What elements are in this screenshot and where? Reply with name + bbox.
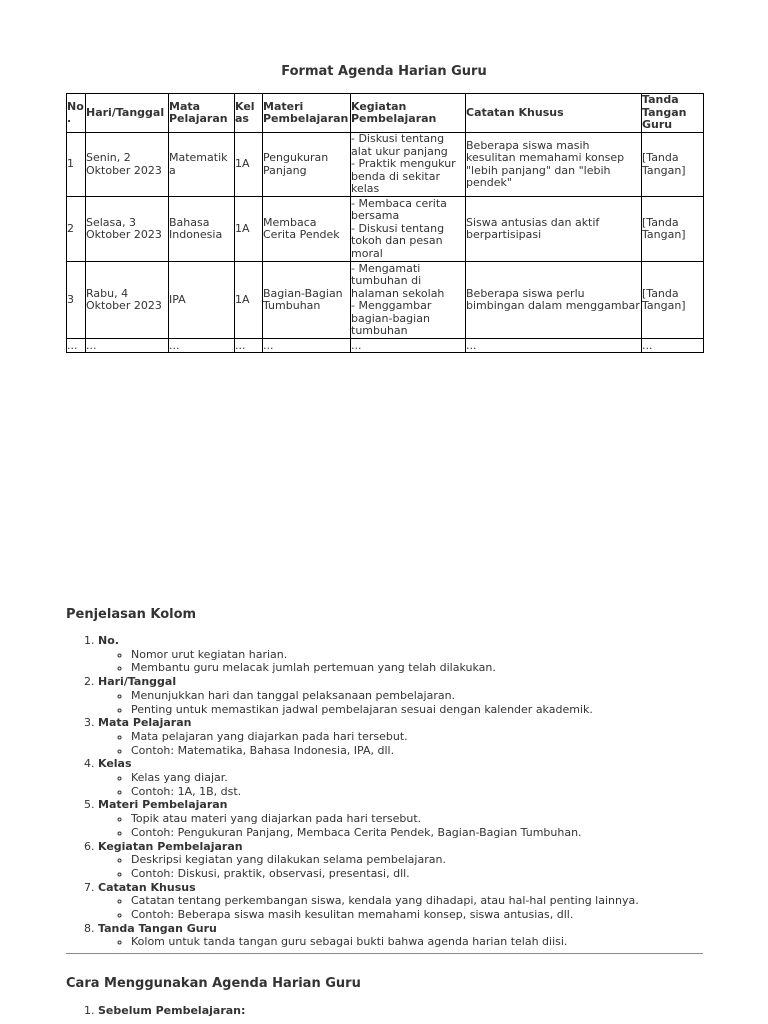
- sub-list-item: ◦ Contoh: Diskusi, praktik, observasi, presentasi, dll.: [131, 867, 738, 881]
- sub-list: [98, 894, 738, 921]
- cell-tanda-tangan: [Tanda Tangan]: [642, 262, 704, 339]
- list-item-title: Catatan Khusus: [98, 880, 196, 894]
- sub-list: [98, 648, 738, 675]
- cell-kelas: 1A: [235, 133, 263, 197]
- sub-list-item: ◦ Membantu guru melacak jumlah pertemuan yang telah dilakukan.: [131, 661, 738, 675]
- header-hari-tanggal: Hari/Tanggal: [86, 94, 169, 133]
- sub-list-item: ◦ Nomor urut kegiatan harian.: [131, 648, 738, 662]
- cell-kegiatan: - Mengamati tumbuhan di halaman sekolah - Menggambar bagian-bagian tumbuhan: [351, 262, 466, 339]
- cell-hari-tanggal: Rabu, 4 Oktober 2023: [86, 262, 169, 339]
- list-item: [98, 840, 738, 881]
- section-heading-cara-menggunakan: Cara Menggunakan Agenda Harian Guru: [66, 976, 361, 991]
- cell-kelas: 1A: [235, 197, 263, 262]
- sub-list-item: ◦ Contoh: Beberapa siswa masih kesulitan memahami konsep, siswa antusias, dll.: [131, 908, 738, 922]
- cell-materi: Bagian-Bagian Tumbuhan: [263, 262, 351, 339]
- header-tanda-tangan: Tanda Tangan Guru: [642, 94, 704, 133]
- list-item-title: Tanda Tangan Guru: [98, 921, 217, 935]
- cell-no: 2: [67, 197, 86, 262]
- sub-list-item: ◦ Deskripsi kegiatan yang dilakukan selama pembelajaran.: [131, 853, 738, 867]
- cell-kelas: 1A: [235, 262, 263, 339]
- list-item: [98, 716, 738, 757]
- header-mata-pelajaran: Mata Pelajaran: [169, 94, 235, 133]
- header-kelas: Kel as: [235, 94, 263, 133]
- sub-list: [98, 730, 738, 757]
- cell-tanda-tangan: [Tanda Tangan]: [642, 197, 704, 262]
- sub-list-item: ◦ Penting untuk memastikan jadwal pembelajaran sesuai dengan kalender akademik.: [131, 703, 738, 717]
- sub-list-item: ◦ Contoh: Pengukuran Panjang, Membaca Cerita Pendek, Bagian-Bagian Tumbuhan.: [131, 826, 738, 840]
- page-title: Format Agenda Harian Guru: [281, 64, 487, 79]
- sub-list-item: ◦ Kolom untuk tanda tangan guru sebagai bukti bahwa agenda harian telah diisi.: [131, 935, 738, 949]
- list-item-title: Hari/Tanggal: [98, 675, 177, 689]
- agenda-table: [66, 93, 704, 353]
- list-item-title: Kelas: [98, 757, 132, 771]
- list-item-title: Materi Pembelajaran: [98, 798, 228, 812]
- sub-list-item: ◦ Topik atau materi yang diajarkan pada hari tersebut.: [131, 812, 738, 826]
- cell-materi: ...: [263, 339, 351, 353]
- cell-hari-tanggal: Selasa, 3 Oktober 2023: [86, 197, 169, 262]
- sub-list-item: ◦ Mata pelajaran yang diajarkan pada hari tersebut.: [131, 730, 738, 744]
- table-row: [67, 133, 704, 197]
- cell-kegiatan: - Diskusi tentang alat ukur panjang - Praktik mengukur benda di sekitar kelas: [351, 133, 466, 197]
- section-heading-penjelasan: Penjelasan Kolom: [66, 607, 197, 622]
- header-materi: Materi Pembelajaran: [263, 94, 351, 133]
- header-no: No.: [67, 94, 86, 133]
- sub-list-item: ◦ Contoh: Matematika, Bahasa Indonesia, IPA, dll.: [131, 744, 738, 758]
- list-item: [98, 1004, 738, 1018]
- section-divider: [66, 953, 703, 954]
- cell-hari-tanggal: ...: [86, 339, 169, 353]
- cell-tanda-tangan: ...: [642, 339, 704, 353]
- table-header-row: [67, 94, 704, 133]
- cell-materi: Membaca Cerita Pendek: [263, 197, 351, 262]
- list-item: [98, 757, 738, 798]
- cell-no: 1: [67, 133, 86, 197]
- header-catatan: Catatan Khusus: [466, 94, 642, 133]
- cell-hari-tanggal: Senin, 2 Oktober 2023: [86, 133, 169, 197]
- column-explanation-list: [66, 634, 738, 949]
- list-item: [98, 634, 738, 675]
- list-item: [98, 881, 738, 922]
- list-item-title: No.: [98, 634, 119, 647]
- usage-list: [66, 1004, 738, 1018]
- cell-materi: Pengukuran Panjang: [263, 133, 351, 197]
- list-item-title: Sebelum Pembelajaran:: [98, 1004, 246, 1017]
- sub-list-item: ◦ Kelas yang diajar.: [131, 771, 738, 785]
- cell-catatan: Siswa antusias dan aktif berpartisipasi: [466, 197, 642, 262]
- cell-kegiatan: - Membaca cerita bersama - Diskusi tentang tokoh dan pesan moral: [351, 197, 466, 262]
- list-item: [98, 675, 738, 716]
- cell-catatan: Beberapa siswa perlu bimbingan dalam menggambar: [466, 262, 642, 339]
- cell-no: 3: [67, 262, 86, 339]
- table-row: [67, 262, 704, 339]
- sub-list-item: ◦ Contoh: 1A, 1B, dst.: [131, 785, 738, 799]
- cell-kelas: ...: [235, 339, 263, 353]
- list-item-title: Mata Pelajaran: [98, 716, 192, 730]
- cell-tanda-tangan: [Tanda Tangan]: [642, 133, 704, 197]
- list-item: [98, 922, 738, 949]
- cell-catatan: Beberapa siswa masih kesulitan memahami konsep "lebih panjang" dan "lebih pendek": [466, 133, 642, 197]
- table-row: [67, 197, 704, 262]
- cell-no: ...: [67, 339, 86, 353]
- list-item: [98, 798, 738, 839]
- sub-list: [98, 689, 738, 716]
- sub-list-item: ◦ Catatan tentang perkembangan siswa, kendala yang dihadapi, atau hal-hal penting lainnya.: [131, 894, 738, 908]
- sub-list: [98, 853, 738, 880]
- cell-mata-pelajaran: IPA: [169, 262, 235, 339]
- list-item-title: Kegiatan Pembelajaran: [98, 839, 243, 853]
- header-kegiatan: Kegiatan Pembelajaran: [351, 94, 466, 133]
- cell-kegiatan: ...: [351, 339, 466, 353]
- cell-mata-pelajaran: ...: [169, 339, 235, 353]
- cell-catatan: ...: [466, 339, 642, 353]
- sub-list: [98, 935, 738, 949]
- table-row: [67, 339, 704, 353]
- sub-list: [98, 812, 738, 839]
- sub-list: [98, 771, 738, 798]
- cell-mata-pelajaran: Bahasa Indonesia: [169, 197, 235, 262]
- sub-list-item: ◦ Menunjukkan hari dan tanggal pelaksanaan pembelajaran.: [131, 689, 738, 703]
- cell-mata-pelajaran: Matematika: [169, 133, 235, 197]
